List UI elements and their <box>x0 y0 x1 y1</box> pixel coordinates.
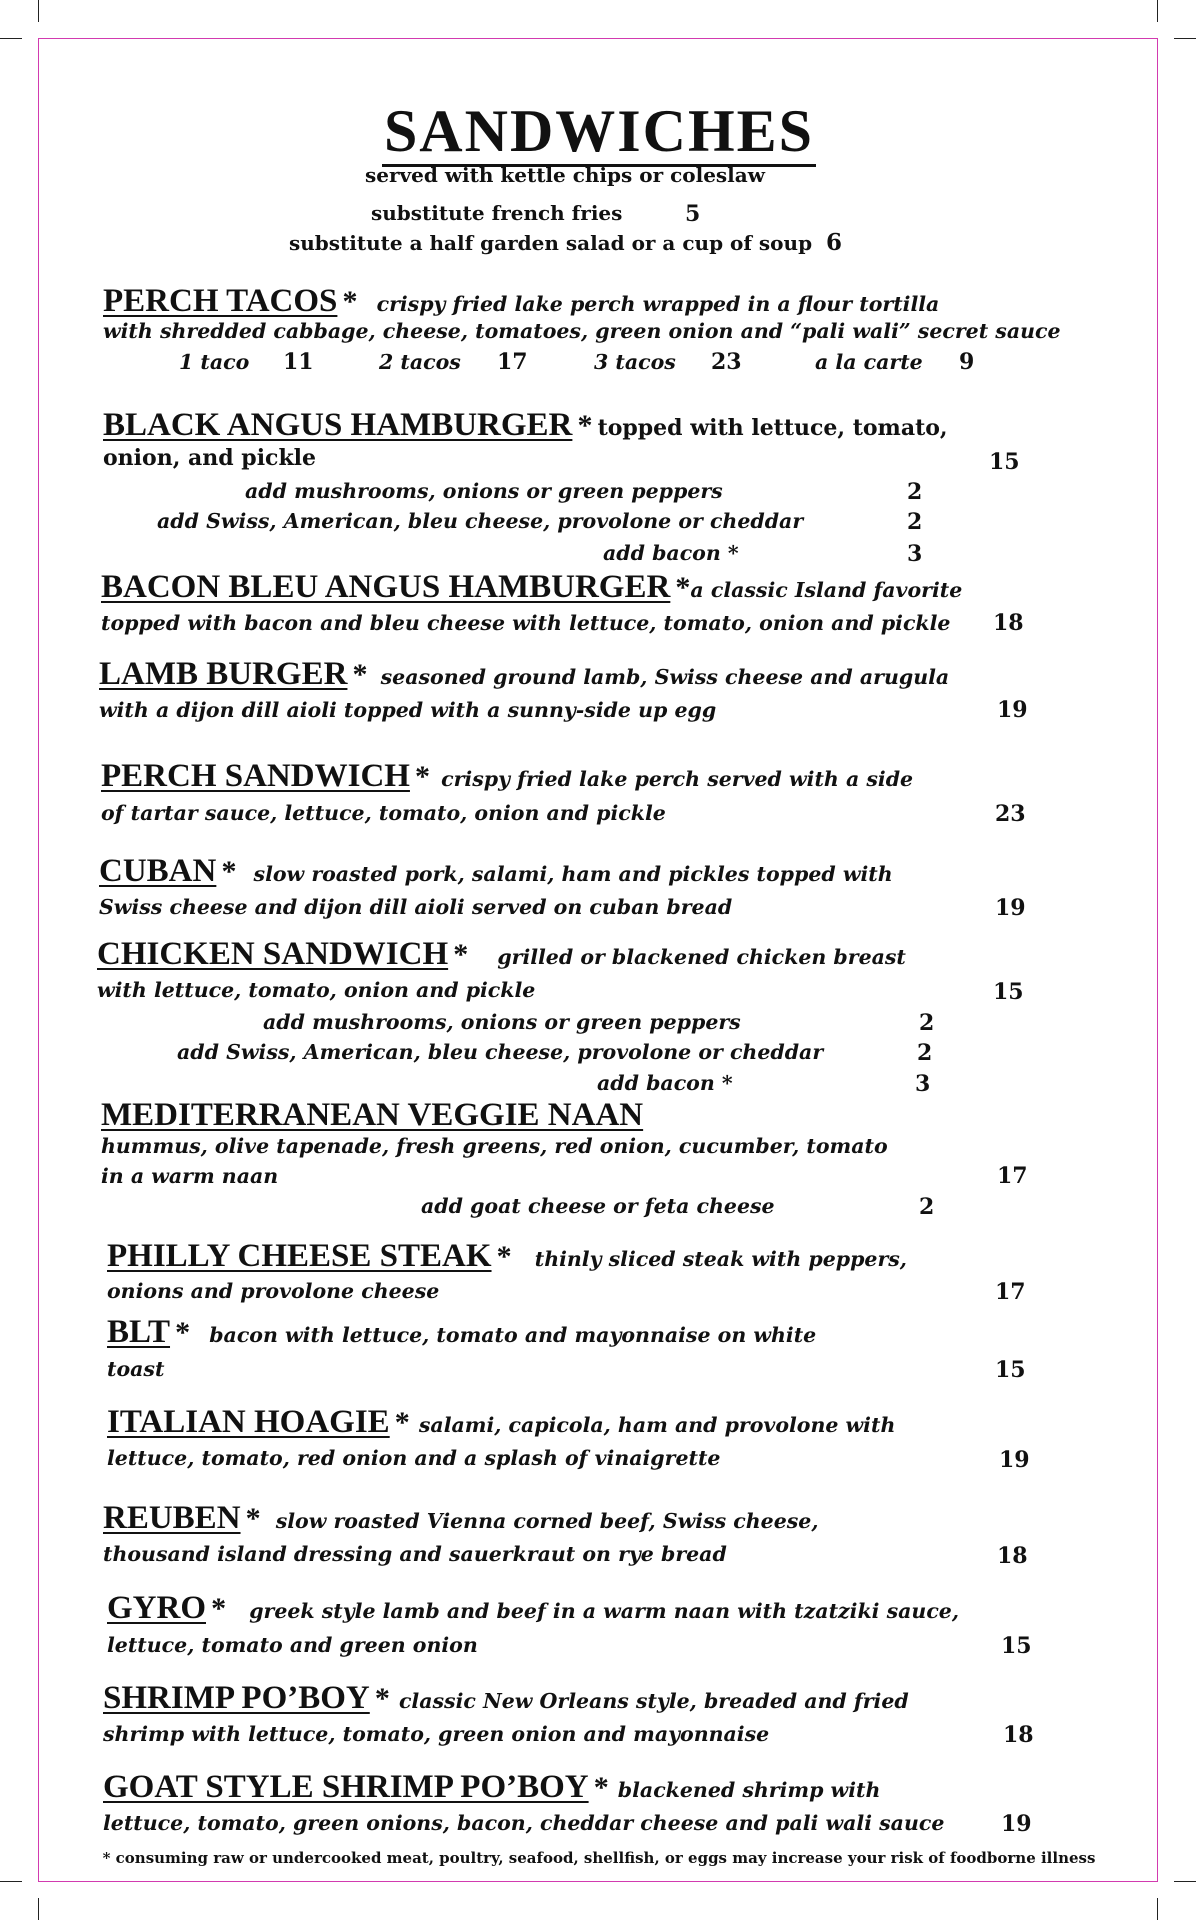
item-description: bacon with lettuce, tomato and mayonnaise on white <box>209 1323 817 1347</box>
raw-warning-asterisk: * <box>453 938 469 971</box>
item-name: LAMB BURGER <box>99 656 348 692</box>
item-description: lettuce, tomato, green onions, bacon, cheddar cheese and pali wali sauce <box>103 1811 945 1835</box>
item-description: onions and provolone cheese <box>107 1279 440 1303</box>
menu-item-italian-hoagie <box>107 1404 895 1441</box>
item-description: with a dijon dill aioli topped with a sunny-side up egg <box>99 698 717 722</box>
crop-mark <box>0 38 22 39</box>
item-price: 17 <box>997 1163 1028 1189</box>
item-description: slow roasted pork, salami, ham and pickles topped with <box>253 862 893 886</box>
item-name: BLT <box>107 1314 171 1350</box>
raw-warning-asterisk: * <box>352 658 368 691</box>
item-price: 18 <box>1003 1722 1034 1748</box>
substitute-fries-label: substitute french fries <box>371 201 623 225</box>
crop-mark <box>1174 1881 1196 1882</box>
menu-item-blt <box>107 1314 816 1351</box>
raw-food-warning: * consuming raw or undercooked meat, poultry, seafood, shellfish, or eggs may increase your risk of foodborne illness <box>102 1849 1096 1867</box>
raw-warning-asterisk: * <box>221 855 237 888</box>
raw-warning-asterisk: * <box>245 1502 261 1535</box>
crop-mark <box>1157 1898 1158 1920</box>
raw-warning-asterisk: * <box>577 409 593 442</box>
item-description: Swiss cheese and dijon dill aioli served on cuban bread <box>99 895 733 919</box>
item-description: blackened shrimp with <box>617 1778 881 1802</box>
item-description: toast <box>107 1357 165 1381</box>
item-description: crispy fried lake perch wrapped in a flour tortilla <box>376 292 940 316</box>
item-description: shrimp with lettuce, tomato, green onion and mayonnaise <box>103 1722 770 1746</box>
item-description: thinly sliced steak with peppers, <box>534 1247 907 1271</box>
item-name: PHILLY CHEESE STEAK <box>107 1238 492 1274</box>
taco-option-label: 3 tacos <box>594 350 676 374</box>
menu-item-goat-style-shrimp-poboy <box>103 1769 880 1806</box>
addon-label: add bacon * <box>603 541 739 565</box>
item-description: crispy fried lake perch served with a side <box>441 767 914 791</box>
item-name: CHICKEN SANDWICH <box>97 936 449 972</box>
raw-warning-asterisk: * <box>415 760 431 793</box>
crop-mark <box>38 1898 39 1920</box>
addon-label: add Swiss, American, bleu cheese, provolone or cheddar <box>177 1040 824 1064</box>
item-description: onion, and pickle <box>103 445 317 471</box>
item-price: 15 <box>989 449 1020 475</box>
addon-label: add bacon * <box>597 1071 733 1095</box>
item-name: ITALIAN HOAGIE <box>107 1404 390 1440</box>
taco-option-label: 1 taco <box>179 350 250 374</box>
menu-item-reuben <box>103 1500 818 1537</box>
addon-price: 2 <box>919 1194 935 1220</box>
substitute-salad-label: substitute a half garden salad or a cup of soup <box>289 231 813 255</box>
taco-option-price: 11 <box>283 349 314 375</box>
item-description: hummus, olive tapenade, fresh greens, red onion, cucumber, tomato <box>101 1134 888 1158</box>
item-price: 19 <box>999 1447 1030 1473</box>
item-price: 15 <box>995 1357 1026 1383</box>
item-description: with lettuce, tomato, onion and pickle <box>97 978 536 1002</box>
addon-label: add mushrooms, onions or green peppers <box>263 1010 741 1034</box>
item-description: thousand island dressing and sauerkraut on rye bread <box>103 1542 727 1566</box>
item-price: 18 <box>997 1543 1028 1569</box>
item-price: 18 <box>993 610 1024 636</box>
substitute-fries-price: 5 <box>685 201 701 227</box>
raw-warning-asterisk: * <box>675 571 691 604</box>
raw-warning-asterisk: * <box>496 1240 512 1273</box>
served-with-note: served with kettle chips or coleslaw <box>365 163 765 187</box>
item-name: GYRO <box>107 1590 206 1626</box>
menu-item-shrimp-poboy <box>103 1680 909 1717</box>
item-name: SHRIMP PO’BOY <box>103 1680 370 1716</box>
menu-item-lamb-burger <box>99 656 949 693</box>
taco-option-price: 9 <box>959 349 975 375</box>
addon-price: 3 <box>907 541 923 567</box>
addon-label: add Swiss, American, bleu cheese, provolone or cheddar <box>157 509 804 533</box>
addon-price: 2 <box>919 1010 935 1036</box>
menu-item-chicken-sandwich <box>97 936 906 973</box>
item-description: in a warm naan <box>101 1164 279 1188</box>
item-description: topped with lettuce, tomato, <box>597 415 948 441</box>
crop-mark <box>1174 38 1196 39</box>
raw-warning-asterisk: * <box>593 1771 609 1804</box>
raw-warning-asterisk: * <box>342 285 358 318</box>
item-description: slow roasted Vienna corned beef, Swiss cheese, <box>275 1509 819 1533</box>
crop-mark <box>0 1881 22 1882</box>
item-description: topped with bacon and bleu cheese with lettuce, tomato, onion and pickle <box>101 611 951 635</box>
item-price: 19 <box>995 895 1026 921</box>
item-name: PERCH SANDWICH <box>101 758 410 794</box>
item-description: with shredded cabbage, cheese, tomatoes, green onion and “pali wali” secret sauce <box>103 319 1061 343</box>
menu-item-black-angus-hamburger <box>103 407 948 444</box>
menu-item-gyro <box>107 1590 959 1627</box>
raw-warning-asterisk: * <box>175 1316 191 1349</box>
taco-option-label: 2 tacos <box>379 350 461 374</box>
menu-item-perch-sandwich <box>101 758 913 795</box>
taco-option-price: 23 <box>711 349 742 375</box>
item-name: PERCH TACOS <box>103 283 338 319</box>
addon-price: 3 <box>915 1071 931 1097</box>
item-description: seasoned ground lamb, Swiss cheese and arugula <box>380 665 950 689</box>
taco-option-label: a la carte <box>815 350 923 374</box>
raw-warning-asterisk: * <box>394 1406 410 1439</box>
addon-price: 2 <box>907 509 923 535</box>
page-title: SANDWICHES <box>39 101 1159 161</box>
item-description: a classic Island favorite <box>690 578 963 602</box>
item-description: greek style lamb and beef in a warm naan with tzatziki sauce, <box>249 1599 959 1623</box>
item-description: classic New Orleans style, breaded and fried <box>398 1689 909 1713</box>
item-description: salami, capicola, ham and provolone with <box>418 1413 896 1437</box>
item-description: lettuce, tomato, red onion and a splash of vinaigrette <box>107 1446 721 1470</box>
item-description: of tartar sauce, lettuce, tomato, onion and pickle <box>101 801 666 825</box>
menu-item-perch-tacos <box>103 283 939 320</box>
substitute-salad-price: 6 <box>826 229 843 256</box>
item-name: GOAT STYLE SHRIMP PO’BOY <box>103 1769 589 1805</box>
addon-price: 2 <box>907 479 923 505</box>
taco-option-price: 17 <box>497 349 528 375</box>
item-price: 19 <box>1001 1811 1032 1837</box>
item-name: BACON BLEU ANGUS HAMBURGER <box>101 569 671 605</box>
item-description: grilled or blackened chicken breast <box>497 945 906 969</box>
crop-mark <box>38 0 39 22</box>
item-description: lettuce, tomato and green onion <box>107 1633 478 1657</box>
item-price: 15 <box>1001 1633 1032 1659</box>
item-price: 15 <box>993 979 1024 1005</box>
item-price: 17 <box>995 1279 1026 1305</box>
addon-price: 2 <box>917 1040 933 1066</box>
item-price: 23 <box>995 801 1026 827</box>
item-name: MEDITERRANEAN VEGGIE NAAN <box>101 1097 644 1133</box>
item-name: BLACK ANGUS HAMBURGER <box>103 407 573 443</box>
addon-label: add mushrooms, onions or green peppers <box>245 479 723 503</box>
menu-item-mediterranean-veggie-naan <box>101 1097 643 1134</box>
item-price: 19 <box>997 697 1028 723</box>
menu-item-philly-cheese-steak <box>107 1238 907 1275</box>
item-name: CUBAN <box>99 853 217 889</box>
crop-mark <box>1157 0 1158 22</box>
menu-page <box>38 38 1158 1882</box>
item-name: REUBEN <box>103 1500 241 1536</box>
addon-label: add goat cheese or feta cheese <box>421 1194 775 1218</box>
raw-warning-asterisk: * <box>374 1682 390 1715</box>
raw-warning-asterisk: * <box>211 1592 227 1625</box>
menu-item-cuban <box>99 853 893 890</box>
menu-item-bacon-bleu-angus-hamburger <box>101 569 962 606</box>
